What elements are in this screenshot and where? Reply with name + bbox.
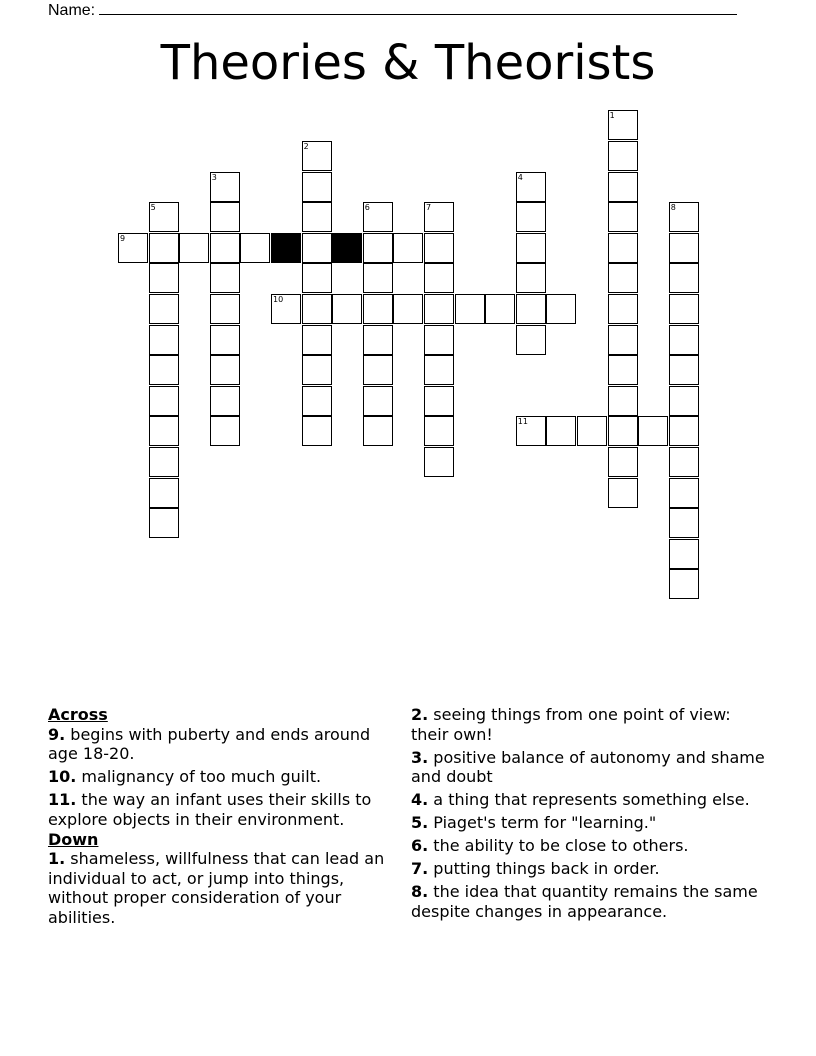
crossword-cell[interactable] bbox=[608, 141, 638, 171]
crossword-cell[interactable] bbox=[393, 294, 423, 324]
clue-number: 4 bbox=[517, 172, 523, 182]
crossword-cell[interactable] bbox=[149, 202, 179, 232]
across-heading: Across bbox=[48, 705, 108, 724]
clue-number: 1 bbox=[609, 111, 615, 121]
clue-item bbox=[411, 836, 771, 856]
crossword-cell[interactable] bbox=[118, 233, 148, 263]
crossword-cell[interactable] bbox=[302, 294, 332, 324]
clue-number: 3 bbox=[211, 172, 217, 182]
crossword-cell[interactable] bbox=[608, 325, 638, 355]
crossword-cell[interactable] bbox=[608, 294, 638, 324]
crossword-cell[interactable] bbox=[516, 325, 546, 355]
crossword-cell[interactable] bbox=[669, 416, 699, 446]
crossword-cell[interactable] bbox=[149, 263, 179, 293]
clue-text: Piaget's term for "learning." bbox=[428, 813, 657, 832]
crossword-cell[interactable] bbox=[302, 325, 332, 355]
clue-number-label: 3. bbox=[411, 747, 429, 767]
crossword-cell[interactable] bbox=[149, 325, 179, 355]
crossword-cell[interactable] bbox=[302, 172, 332, 202]
clue-number-label: 9. bbox=[48, 724, 66, 744]
crossword-cell[interactable] bbox=[669, 355, 699, 385]
crossword-cell[interactable] bbox=[669, 539, 699, 569]
clue-item bbox=[48, 725, 404, 764]
crossword-cell[interactable] bbox=[669, 263, 699, 293]
clue-number-label: 2. bbox=[411, 705, 429, 724]
crossword-cell[interactable] bbox=[210, 233, 240, 263]
crossword-cell[interactable] bbox=[669, 233, 699, 263]
clue-item bbox=[411, 790, 771, 810]
crossword-cell[interactable] bbox=[669, 478, 699, 508]
crossword-cell[interactable] bbox=[363, 294, 393, 324]
crossword-cell[interactable] bbox=[669, 447, 699, 477]
clue-number: 11 bbox=[517, 417, 528, 427]
clue-item bbox=[48, 767, 404, 787]
crossword-cell[interactable] bbox=[424, 202, 454, 232]
crossword-cell[interactable] bbox=[608, 355, 638, 385]
crossword-cell[interactable] bbox=[608, 233, 638, 263]
crossword-cell[interactable] bbox=[669, 325, 699, 355]
clue-number: 7 bbox=[426, 203, 432, 213]
crossword-cell[interactable] bbox=[302, 416, 332, 446]
clue-item bbox=[411, 705, 771, 744]
crossword-cell[interactable] bbox=[577, 416, 607, 446]
clue-text: the ability to be close to others. bbox=[428, 836, 689, 855]
clue-text: the way an infant uses their skills to explore objects in their environment. bbox=[48, 790, 372, 829]
down-clue-list-continued bbox=[411, 705, 771, 921]
crossword-cell[interactable] bbox=[608, 478, 638, 508]
crossword-cell[interactable] bbox=[302, 355, 332, 385]
crossword-cell[interactable] bbox=[393, 233, 423, 263]
crossword-cell[interactable] bbox=[210, 416, 240, 446]
crossword-cell[interactable] bbox=[516, 294, 546, 324]
crossword-cell[interactable] bbox=[516, 233, 546, 263]
clue-text: begins with puberty and ends around age 18-20. bbox=[48, 724, 371, 763]
puzzle-title: Theories & Theorists bbox=[160, 35, 656, 91]
crossword-cell[interactable] bbox=[363, 416, 393, 446]
clue-text: a thing that represents something else. bbox=[428, 790, 750, 809]
crossword-cell[interactable] bbox=[424, 447, 454, 477]
crossword-cell[interactable] bbox=[149, 478, 179, 508]
crossword-cell[interactable] bbox=[363, 233, 393, 263]
crossword-cell[interactable] bbox=[669, 386, 699, 416]
clues-right-column bbox=[411, 705, 771, 925]
crossword-cell[interactable] bbox=[424, 386, 454, 416]
across-clue-list bbox=[48, 725, 404, 830]
crossword-cell[interactable] bbox=[516, 416, 546, 446]
crossword-cell[interactable] bbox=[638, 416, 668, 446]
clue-number-label: 6. bbox=[411, 836, 429, 855]
crossword-cell[interactable] bbox=[363, 325, 393, 355]
clue-number-label: 7. bbox=[411, 859, 429, 878]
clue-item bbox=[411, 882, 771, 921]
crossword-cell[interactable] bbox=[363, 355, 393, 385]
crossword-cell[interactable] bbox=[210, 263, 240, 293]
clue-number: 8 bbox=[670, 203, 676, 213]
crossword-cell[interactable] bbox=[546, 294, 576, 324]
crossword-cell[interactable] bbox=[210, 355, 240, 385]
crossword-cell[interactable] bbox=[516, 172, 546, 202]
clues-left-column bbox=[48, 705, 404, 931]
clue-item bbox=[48, 790, 404, 829]
clue-text: seeing things from one point of view: their own! bbox=[411, 705, 731, 744]
clue-number-label: 5. bbox=[411, 813, 429, 832]
crossword-cell[interactable] bbox=[424, 263, 454, 293]
crossword-cell[interactable] bbox=[210, 294, 240, 324]
crossword-cell[interactable] bbox=[302, 141, 332, 171]
crossword-cell[interactable] bbox=[149, 447, 179, 477]
crossword-cell[interactable] bbox=[669, 294, 699, 324]
crossword-cell[interactable] bbox=[149, 416, 179, 446]
clue-number: 9 bbox=[120, 233, 126, 243]
black-cell bbox=[271, 233, 301, 263]
clue-text: putting things back in order. bbox=[428, 859, 660, 878]
clue-item bbox=[411, 748, 771, 787]
clue-number: 10 bbox=[273, 295, 284, 304]
crossword-cell[interactable] bbox=[455, 294, 485, 324]
crossword-cell[interactable] bbox=[669, 569, 699, 599]
clue-item bbox=[411, 859, 771, 879]
crossword-cell[interactable] bbox=[149, 355, 179, 385]
crossword-cell[interactable] bbox=[608, 202, 638, 232]
clue-number: 6 bbox=[364, 203, 370, 213]
crossword-cell[interactable] bbox=[302, 202, 332, 232]
clue-text: positive balance of autonomy and shame and doubt bbox=[411, 747, 765, 786]
down-clue-list bbox=[48, 849, 404, 927]
clue-item bbox=[48, 849, 404, 927]
crossword-cell[interactable] bbox=[485, 294, 515, 324]
clue-number-label: 11. bbox=[48, 790, 77, 809]
crossword-cell[interactable] bbox=[424, 325, 454, 355]
crossword-cell[interactable] bbox=[424, 355, 454, 385]
crossword-cell[interactable] bbox=[363, 202, 393, 232]
clue-number-label: 4. bbox=[411, 790, 429, 809]
crossword-cell[interactable] bbox=[302, 233, 332, 263]
crossword-cell[interactable] bbox=[608, 416, 638, 446]
crossword-cell[interactable] bbox=[608, 263, 638, 293]
crossword-cell[interactable] bbox=[149, 508, 179, 538]
crossword-cell[interactable] bbox=[669, 508, 699, 538]
crossword-cell[interactable] bbox=[332, 294, 362, 324]
crossword-cell[interactable] bbox=[179, 233, 209, 263]
name-label: Name: bbox=[48, 2, 96, 19]
clue-text: the idea that quantity remains the same despite changes in appearance. bbox=[411, 882, 758, 921]
clue-item bbox=[411, 813, 771, 833]
crossword-cell[interactable] bbox=[424, 233, 454, 263]
clue-number-label: 8. bbox=[411, 882, 429, 901]
crossword-cell[interactable] bbox=[424, 416, 454, 446]
crossword-cell[interactable] bbox=[608, 172, 638, 202]
crossword-cell[interactable] bbox=[271, 294, 301, 324]
crossword-cell[interactable] bbox=[608, 447, 638, 477]
crossword-cell[interactable] bbox=[608, 110, 638, 140]
crossword-cell[interactable] bbox=[424, 294, 454, 324]
crossword-cell[interactable] bbox=[149, 294, 179, 324]
crossword-cell[interactable] bbox=[546, 416, 576, 446]
crossword-cell[interactable] bbox=[210, 202, 240, 232]
crossword-cell[interactable] bbox=[240, 233, 270, 263]
crossword-cell[interactable] bbox=[302, 386, 332, 416]
crossword-cell[interactable] bbox=[210, 172, 240, 202]
clue-number: 5 bbox=[150, 203, 156, 213]
crossword-cell[interactable] bbox=[149, 386, 179, 416]
clue-number-label: 10. bbox=[48, 767, 77, 786]
black-cell bbox=[332, 233, 362, 263]
clue-text: shameless, willfulness that can lead an individual to act, or jump into things, without proper consideration of your abilities. bbox=[48, 849, 385, 927]
crossword-cell[interactable] bbox=[516, 202, 546, 232]
clue-text: malignancy of too much guilt. bbox=[76, 767, 322, 786]
crossword-cell[interactable] bbox=[363, 263, 393, 293]
clue-number-label: 1. bbox=[48, 849, 66, 868]
crossword-cell[interactable] bbox=[516, 263, 546, 293]
crossword-cell[interactable] bbox=[149, 233, 179, 263]
crossword-cell[interactable] bbox=[210, 325, 240, 355]
crossword-cell[interactable] bbox=[669, 202, 699, 232]
crossword-cell[interactable] bbox=[210, 386, 240, 416]
clue-number: 2 bbox=[303, 142, 309, 151]
down-heading: Down bbox=[48, 829, 99, 849]
crossword-cell[interactable] bbox=[363, 386, 393, 416]
crossword-cell[interactable] bbox=[302, 263, 332, 293]
crossword-cell[interactable] bbox=[608, 386, 638, 416]
